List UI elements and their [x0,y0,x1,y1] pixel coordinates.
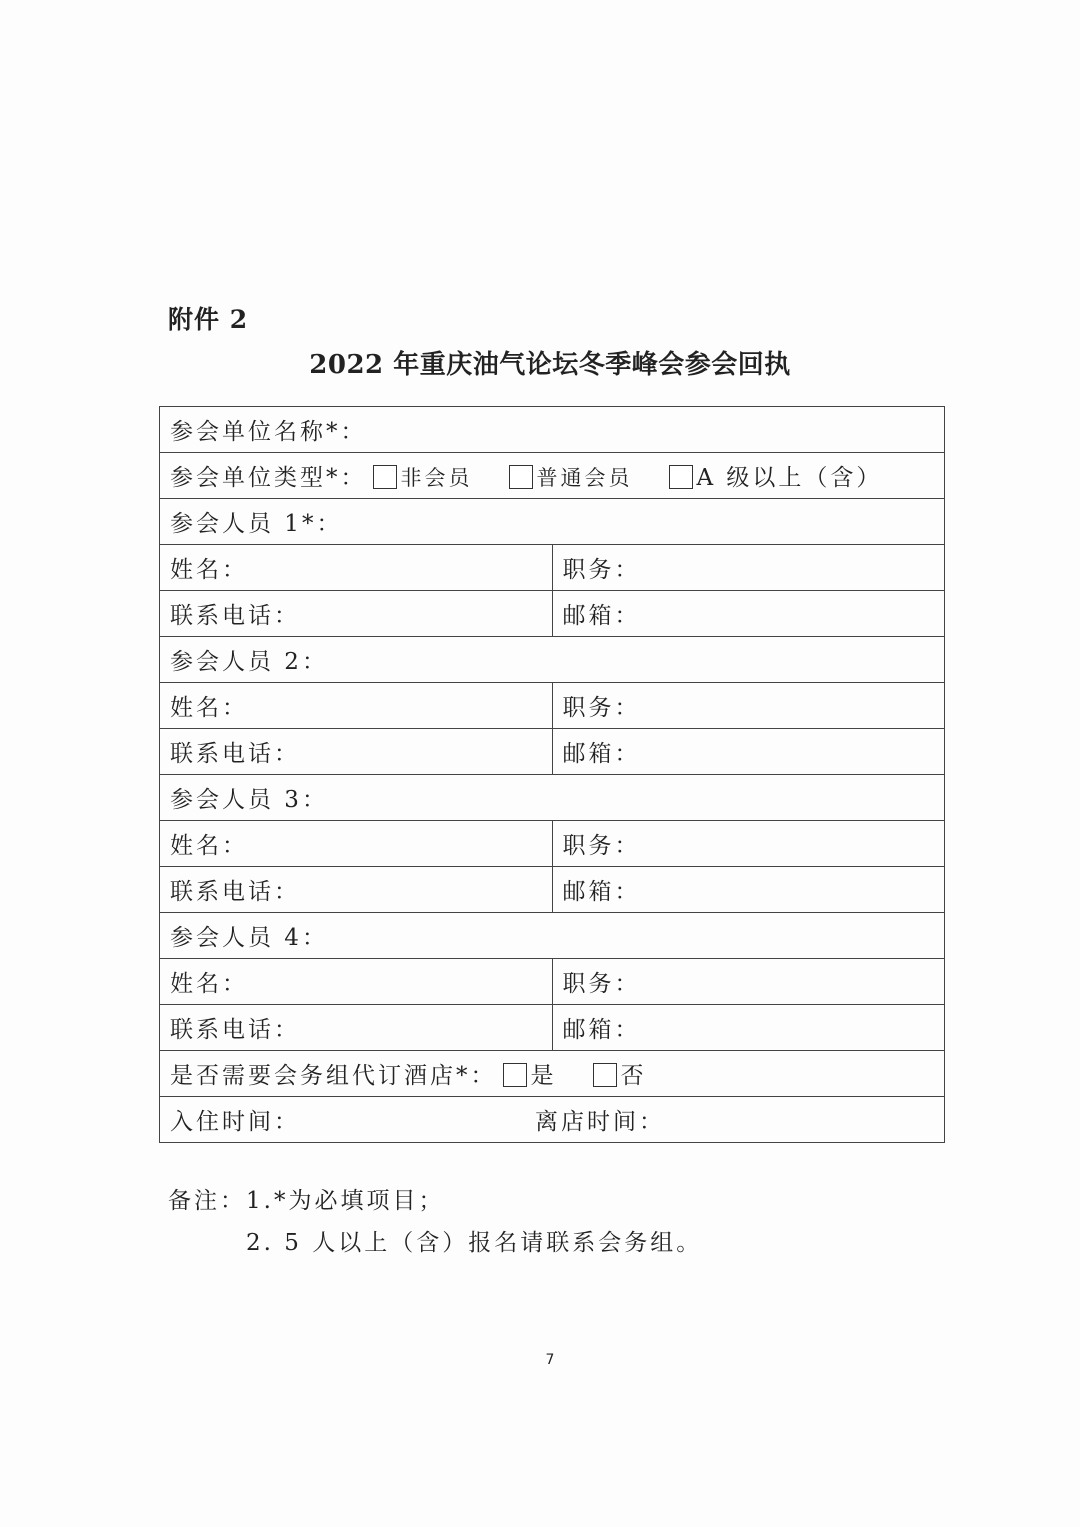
note-line-2: 2. 5 人以上（含）报名请联系会务组。 [246,1230,703,1256]
row-person-header [160,637,945,683]
checkbox-hotel-no[interactable] [593,1063,617,1087]
person-2-position-field[interactable] [552,683,945,729]
person-4-header: 参会人员 4： [160,913,945,959]
note-line-1: 备注：1.*为必填项目； [168,1188,445,1214]
person-4-name-field[interactable] [160,959,553,1005]
person-3-phone-field[interactable] [160,867,553,913]
person-4-email-field[interactable] [552,1005,945,1051]
person-1-header: 参会人员 1*： [160,499,945,545]
checkbox-regular-member[interactable] [509,465,533,489]
person-4-position-field[interactable] [552,959,945,1005]
row-person-name [160,545,945,591]
row-hotel [160,1051,945,1097]
row-person-contact [160,591,945,637]
row-org-type [160,453,945,499]
person-3-header: 参会人员 3： [160,775,945,821]
checkbox-a-level-member[interactable] [669,465,693,489]
option-non-member-label: 非会员 [400,466,473,490]
person-1-email-field[interactable] [552,591,945,637]
person-2-email-field[interactable] [552,729,945,775]
org-name-field[interactable] [160,407,945,453]
row-person-header [160,499,945,545]
option-regular-member-label: 普通会员 [536,466,633,490]
name-label: 姓名： [170,695,248,721]
row-org-name [160,407,945,453]
email-label: 邮箱： [562,603,641,629]
person-1-phone-field[interactable] [160,591,553,637]
page-title: 2022 年重庆油气论坛冬季峰会参会回执 [309,350,791,380]
org-name-label: 参会单位名称*： [170,419,367,445]
email-label: 邮箱： [562,1017,641,1043]
person-3-email-field[interactable] [552,867,945,913]
row-person-header [160,913,945,959]
person-3-position-field[interactable] [552,821,945,867]
person-2-name-field[interactable] [160,683,553,729]
phone-label: 联系电话： [170,879,300,905]
row-person-contact [160,1005,945,1051]
phone-label: 联系电话： [170,741,300,767]
person-1-position-field[interactable] [552,545,945,591]
checkbox-non-member[interactable] [373,465,397,489]
person-1-name-field[interactable] [160,545,553,591]
position-label: 职务： [562,557,641,583]
row-person-header [160,775,945,821]
row-person-name [160,821,945,867]
registration-form-table [159,406,945,1143]
stay-dates-cell[interactable] [160,1097,945,1143]
name-label: 姓名： [170,971,248,997]
person-2-header: 参会人员 2： [160,637,945,683]
email-label: 邮箱： [562,879,641,905]
person-4-phone-field[interactable] [160,1005,553,1051]
checkout-label: 离店时间： [535,1109,665,1135]
position-label: 职务： [562,695,641,721]
phone-label: 联系电话： [170,603,300,629]
hotel-label: 是否需要会务组代订酒店*： [170,1063,497,1089]
person-3-name-field[interactable] [160,821,553,867]
email-label: 邮箱： [562,741,641,767]
row-person-name [160,683,945,729]
name-label: 姓名： [170,833,248,859]
person-2-phone-field[interactable] [160,729,553,775]
row-person-contact [160,729,945,775]
checkbox-hotel-yes[interactable] [503,1063,527,1087]
org-type-label: 参会单位类型*： [170,465,367,491]
row-person-name [160,959,945,1005]
phone-label: 联系电话： [170,1017,300,1043]
page-number: 7 [545,1352,555,1368]
row-stay-dates [160,1097,945,1143]
option-hotel-yes-label: 是 [530,1063,557,1089]
annex-label: 附件 2 [168,305,249,334]
position-label: 职务： [562,971,641,997]
notes [168,1180,702,1264]
row-person-contact [160,867,945,913]
position-label: 职务： [562,833,641,859]
name-label: 姓名： [170,557,248,583]
option-a-level-label: A 级以上（含） [696,465,883,491]
hotel-cell [160,1051,945,1097]
option-hotel-no-label: 否 [620,1063,647,1089]
checkin-label: 入住时间： [170,1109,300,1135]
org-type-cell [160,453,945,499]
